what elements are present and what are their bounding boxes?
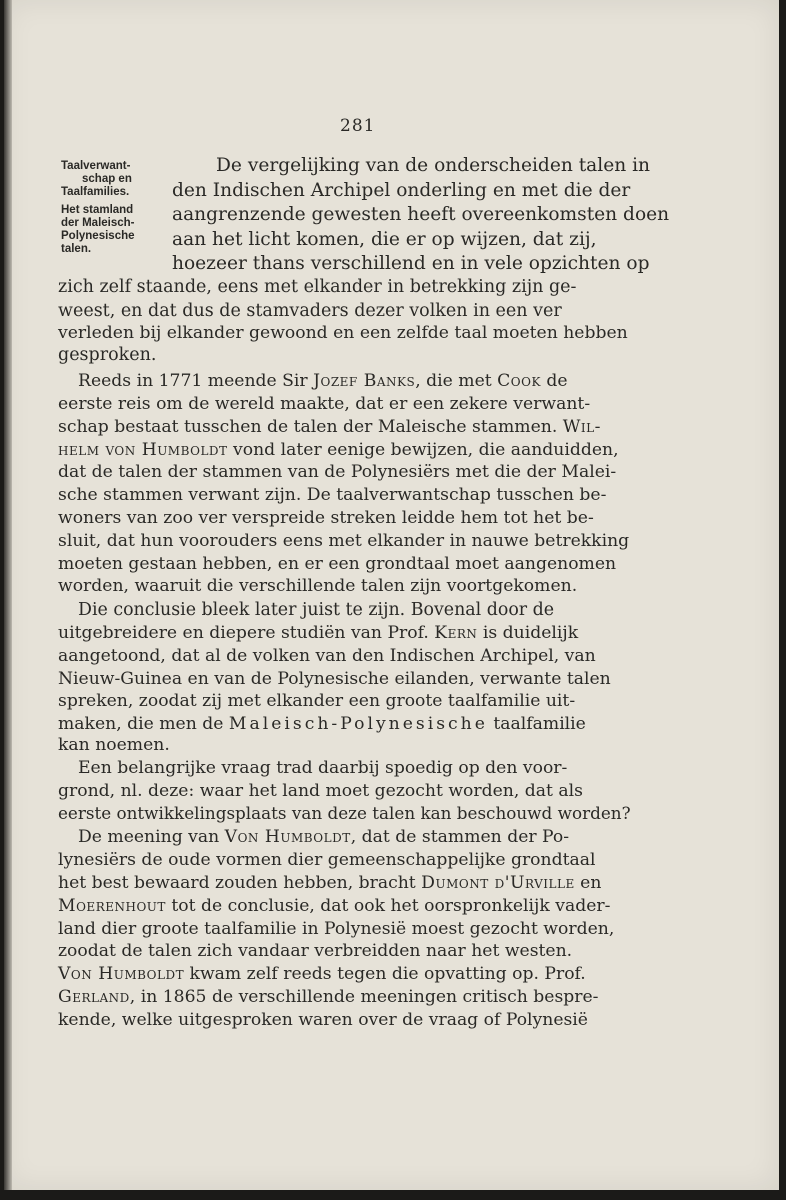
margin-note-line: Het stamland	[61, 204, 134, 216]
text-line: Reeds in 1771 meende Sir Jozef Banks, die met Cook de	[78, 371, 568, 391]
margin-note-line: talen.	[61, 243, 92, 255]
text-line: gesproken.	[58, 345, 157, 365]
margin-note-line: Taalverwant-	[61, 160, 131, 172]
page-number: 281	[340, 116, 376, 136]
text-line: uitgebreidere en diepere studiën van Prof. Kern is duidelijk	[58, 623, 579, 643]
text-line: Die conclusie bleek later juist te zijn. Bovenal door de	[78, 600, 555, 620]
margin-note-line: Taalfamilies.	[61, 186, 130, 198]
text-line: land dier groote taalfamilie in Polynesië moest gezocht worden,	[58, 919, 615, 939]
text-line: zoodat de talen zich vandaar verbreidden naar het westen.	[58, 941, 573, 961]
text-line: worden, waaruit die verschillende talen zijn voortgekomen.	[58, 576, 578, 596]
text-line: aangrenzende gewesten heeft overeenkomsten doen	[172, 204, 670, 225]
text-line: sluit, dat hun voorouders eens met elkander in nauwe betrekking	[58, 531, 630, 551]
text-line: eerste reis om de wereld maakte, dat er een zekere verwant-	[58, 394, 591, 414]
margin-note-line: schap en	[82, 173, 132, 185]
text-line: den Indischen Archipel onderling en met die der	[172, 180, 631, 201]
text-line: Gerland, in 1865 de verschillende meeningen critisch bespre-	[58, 987, 599, 1007]
text-line: maken, die men de Maleisch-Polynesische taalfamilie	[58, 714, 586, 734]
text-line: Von Humboldt kwam zelf reeds tegen die opvatting op. Prof.	[58, 964, 586, 984]
text-line: grond, nl. deze: waar het land moet gezocht worden, dat als	[58, 781, 583, 801]
text-line: aangetoond, dat al de volken van den Indischen Archipel, van	[58, 646, 596, 666]
text-line: schap bestaat tusschen de talen der Maleische stammen. Wil-	[58, 417, 601, 437]
text-line: aan het licht komen, die er op wijzen, dat zij,	[172, 229, 597, 250]
text-line: Nieuw-Guinea en van de Polynesische eilanden, verwante talen	[58, 669, 611, 689]
text-line: kende, welke uitgesproken waren over de vraag of Polynesië	[58, 1010, 588, 1030]
text-line: helm von Humboldt vond later eenige bewijzen, die aanduidden,	[58, 440, 619, 460]
text-line: lynesiërs de oude vormen dier gemeenschappelijke grondtaal	[58, 850, 596, 870]
text-line: sche stammen verwant zijn. De taalverwantschap tusschen be-	[58, 485, 607, 505]
text-line: hoezeer thans verschillend en in vele opzichten op	[172, 253, 650, 274]
text-line: kan noemen.	[58, 735, 170, 755]
text-line: moeten gestaan hebben, en er een grondtaal moet aangenomen	[58, 554, 617, 574]
text-line: De vergelijking van de onderscheiden talen in	[216, 155, 651, 176]
text-line: woners van zoo ver verspreide streken leidde hem tot het be-	[58, 508, 594, 528]
text-line: Moerenhout tot de conclusie, dat ook het oorspronkelijk vader-	[58, 896, 611, 916]
page-binding-edge	[4, 0, 12, 1190]
book-page	[4, 0, 779, 1190]
text-line: zich zelf staande, eens met elkander in betrekking zijn ge-	[58, 277, 577, 297]
text-line: Een belangrijke vraag trad daarbij spoedig op den voor-	[78, 758, 568, 778]
text-line: spreken, zoodat zij met elkander een groote taalfamilie uit-	[58, 691, 576, 711]
margin-note-line: Polynesische	[61, 230, 135, 242]
margin-note-line: der Maleisch-	[61, 217, 135, 229]
text-line: verleden bij elkander gewoond en een zelfde taal moeten hebben	[58, 323, 628, 343]
text-line: weest, en dat dus de stamvaders dezer volken in een ver	[58, 301, 562, 321]
text-line: het best bewaard zouden hebben, bracht Dumont d'Urville en	[58, 873, 602, 893]
text-line: dat de talen der stammen van de Polynesiërs met die der Malei-	[58, 462, 617, 482]
text-line: eerste ontwikkelingsplaats van deze talen kan beschouwd worden?	[58, 803, 631, 823]
text-line: De meening van Von Humboldt, dat de stammen der Po-	[78, 827, 570, 847]
